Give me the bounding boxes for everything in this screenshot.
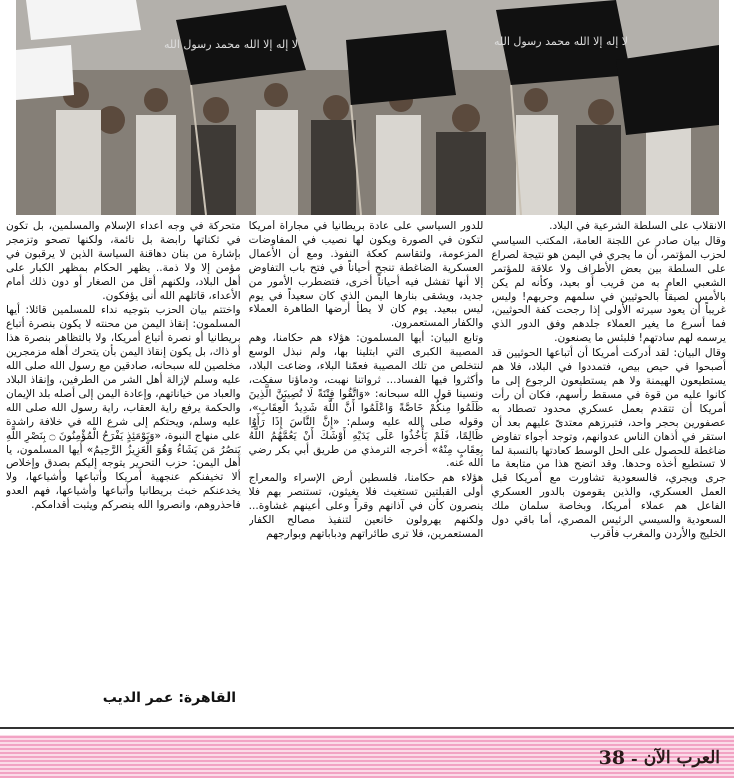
- paragraph: هؤلاء هم حكامنا، فلسطين أرض الإسراء والمعراج أولى القبلتين تستغيث فلا يغيثون، تستنصر بهم فلا ينصرون كأن في آذانهم وقراً وعلى أعينهم غشاوة... ولكنهم يهرولون خانعين لتنفيذ مصالح الكفار المستعمرين، فلا ترى طائراتهم ودباباتهم وبوارجهم: [248, 472, 484, 540]
- protest-photo: [16, 0, 719, 215]
- paragraph: وقال البيان: لقد أدركت أمريكا أن أتباعها الحوثيين قد أصبحوا في حيص بيص، فتمددوا في البلاد، فلا هم يستطيعون الهيمنة ولا هم يستطيعون الرجوع إلى ما كانوا عليه من قوة في مسقط رأسهم، فكان أن رأت أمريكا أن تتقدم بعمل عسكري محدود تصطاد به عصفورين بحجر واحد، فتبرزهم معتدىً عليهم بعد أن استقر في أذهان الناس عدوانهم، وتوجد أجواء تفاوض ضاغطة للحصول على الحل الوسط كعادتها بالنسبة لما لا تستطيع أخذه وحدها. وقد اتضح هذا من متابعة ما جرى ويجري، فالسعودية تشاورت مع أمريكا قبل العمل العسكري، والذين يقومون بالدور العسكري الفاعل هم عملاء أمريكا، وبخاصة سلمان ملك السعودية والسيسي الرئيس المصري، أما باقي دول الخليج والأردن والمغرب فأقرب: [491, 347, 726, 540]
- footer-divider: [0, 727, 734, 729]
- page-footer: [599, 743, 720, 773]
- paragraph: واختتم بيان الحزب بتوجيه نداء للمسلمين قائلا: أيها المسلمون: إنقاذ اليمن من محنته لا يكون بنصرة أتباع بريطانيا أو نصرة أتباع أمريكا، ولا بالتظاهر بنصرة هذا أو ذاك، بل يكون إنقاذ اليمن بأن يتحرك أهله مزمجرين مخلصين لله سبحانه، صادقين مع رسول الله صلى الله عليه وسلم لإزالة أهل الشر من الطرفين، وإنقاذ البلاد والعباد من خياناتهم، وإعادة اليمن إلى أصله بلد الإيمان والحكمة يرفع راية العقاب، راية رسول الله صلى الله عليه وسلم، ويحتكم إلى شرع الله في خلافة راشدة على منهاج النبوة، «وَيَوْمَئِذٍ يَفْرَحُ الْمُؤْمِنُونَ ۝ بِنَصْرِ اللَّهِ يَنصُرُ مَن يَشَاءُ وَهُوَ الْعَزِيزُ الرَّحِيمُ» أيها المسلمون، يا أهل اليمن: حزب التحرير يتوجه إليكم بصدق وإخلاص ألا تخيفنكم عنجهية أمريكا وأتباعها وأشياعها، ولا يخدعنكم خبث بريطانيا وأتباعها وأشياعها، فهم العدو فاحذروهم، وانصروا الله ينصركم ويثبت أقدامكم.: [5, 304, 241, 512]
- byline: القاهرة: عمر الديب: [102, 690, 236, 706]
- article-column-2: [249, 220, 484, 704]
- flag-inscription-1: لا إله إلا الله محمد رسول الله: [163, 38, 299, 51]
- paragraph: الانقلاب على السلطة الشرعية في البلاد.: [549, 220, 726, 232]
- article-body: [6, 220, 726, 704]
- paragraph: وتابع البيان: أيها المسلمون: هؤلاء هم حكامنا، وهم المصيبة الكبرى التي ابتلينا بها، ولم نبذل الوسع لنتخلص من تلك المصيبة فعمّنا البلاء، وضاعت البلاد، وأكثروا فيها الفساد... ثرواتنا نهبت، ودماؤنا سفكت، ونسينا قول الله سبحانه: «وَاتَّقُوا فِتْنَةً لَا تُصِيبَنَّ الَّذِينَ ظَلَمُوا مِنكُمْ خَاصَّةً وَاعْلَمُوا أَنَّ اللَّهَ شَدِيدُ الْعِقَابِ»، وقوله صلى الله عليه وسلم: «إِنَّ النَّاسَ إِذَا رَأَوُا ظَالِمًا، فَلَمْ يَأْخُذُوا عَلَى يَدَيْهِ أَوْشَكَ أَنْ يَعُمَّهُمُ اللَّهُ بِعِقَابٍ مِنْهُ» أخرجه الترمذي من طريق أبي بكر رضي الله عنه.: [248, 332, 484, 470]
- paragraph: وقال بيان صادر عن اللجنة العامة، المكتب السياسي لحزب المؤتمر، أن ما يجري في اليمن هو نتيجة لصراع على السلطة بين بعض الأطراف ولا علاقة للمؤتمر الشعبي العام به من قريب أو بعيد، وكأنه لم يكن بالأمس لصيقاً بالحوثيين في سلمهم وحربهم! وليس غريباً أن يعود سيرته الأولى إذا رجحت كفة الحوثيين، فما أسرع ما يغير العملاء جلدهم وفق الدور الذي يرسمه لهم سادتهم! فلبئس ما يصنعون.: [491, 234, 726, 345]
- footer-separator: -: [631, 748, 638, 768]
- flag-inscription-2: لا إله إلا الله محمد رسول الله: [493, 35, 629, 48]
- magazine-name: العرب الآن: [643, 748, 720, 768]
- article-column-3: [6, 220, 241, 688]
- page-number: 38: [598, 747, 626, 769]
- article-column-1: [491, 220, 726, 704]
- paragraph: متحركة في وجه أعداء الإسلام والمسلمين، بل تكون في ثكناتها رابضة بل نائمة، ولكنها تصحو وتزمجر بإشارة من بنان دهاقنة السياسة الذين لا يرقبون في مؤمن إلا ولا ذمة.. يظهر الحكام بمظهر الكبار على أهل البلاد، ولكنهم أقل من الصغار أو دون ذلك أمام الأعداء، قاتلهم الله أنى يؤفكون.: [5, 220, 241, 302]
- paragraph: للدور السياسي على عادة بريطانيا في مجاراة أمريكا لتكون في الصورة ويكون لها نصيب في المفاوضات المزعومة، ولتقاسم كعكة النفوذ. ومع أن الأعمال العسكرية الضاغطة تنجح أحياناً في فتح باب التفاوض إلا أنها تفشل فيه أحياناً أخرى، فتضطرب الأمور من جديد، ويشقى بنارها اليمن الذي كان سعيداً في يوم ليس ببعيد. يوم كان لا يطأ أرضها الطاهرة العملاء والكفار المستعمرون.: [248, 220, 484, 330]
- protest-photo-illustration: [16, 0, 719, 215]
